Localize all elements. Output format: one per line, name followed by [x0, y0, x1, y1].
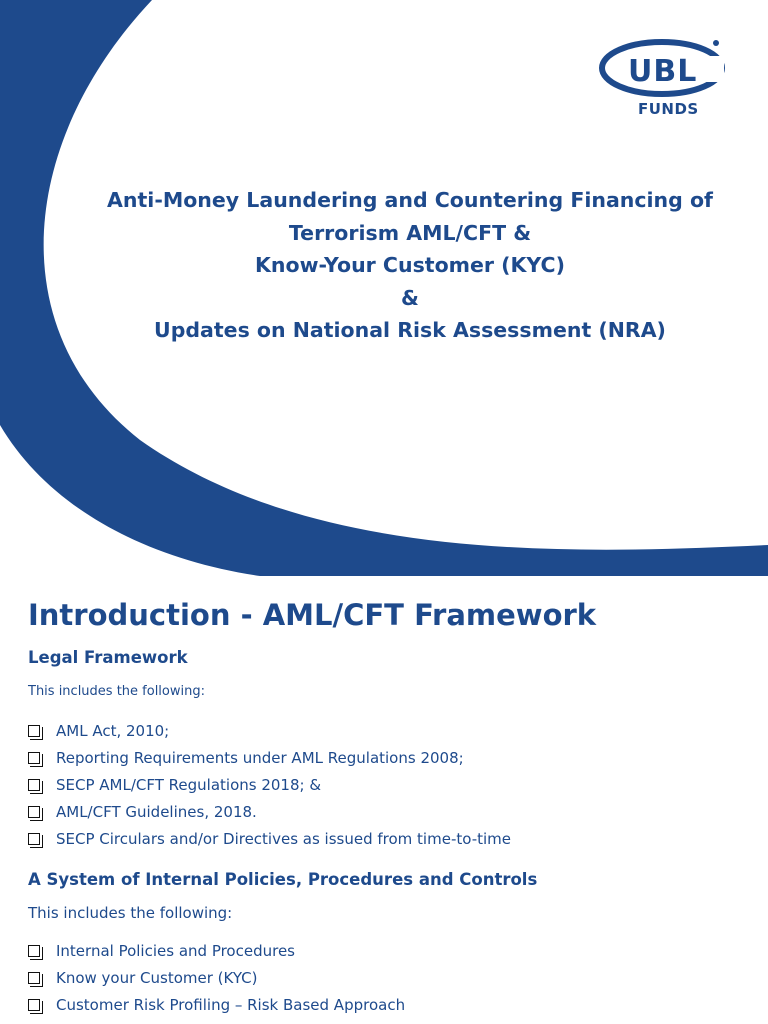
logo-funds-text: FUNDS [638, 100, 699, 118]
title-line: Anti-Money Laundering and Countering Financing of [107, 188, 713, 212]
internal-controls-list [28, 938, 405, 1024]
checkbox-icon [28, 779, 40, 791]
title-line: Updates on National Risk Assessment (NRA) [154, 318, 666, 342]
title-line: Terrorism AML/CFT & [288, 220, 532, 245]
checkbox-icon [28, 945, 40, 957]
internal-controls-heading: A System of Internal Policies, Procedures and Controls [28, 870, 538, 889]
logo-brand-text: UBL [628, 54, 698, 89]
list-item: SECP AML/CFT Regulations 2018; & [28, 772, 511, 799]
list-item: AML/CFT Guidelines, 2018. [28, 798, 511, 825]
checkbox-icon [28, 972, 40, 984]
legal-framework-heading: Legal Framework [28, 648, 188, 667]
cover-title [80, 184, 740, 347]
list-item: Reporting Requirements under AML Regulations 2008; [28, 745, 511, 772]
title-line: Know-Your Customer (KYC) [255, 253, 565, 277]
list-item: Customer Risk Profiling – Risk Based Approach [28, 992, 405, 1019]
legal-framework-lead: This includes the following: [28, 684, 205, 699]
checkbox-icon [28, 725, 40, 737]
list-item: SECP Circulars and/or Directives as issued from time-to-time [28, 825, 511, 852]
internal-controls-lead: This includes the following: [28, 904, 233, 922]
list-item: AML Act, 2010; [28, 718, 511, 745]
slide-title: Introduction - AML/CFT Framework [28, 598, 597, 632]
legal-framework-list [28, 718, 511, 852]
list-item: Know your Customer (KYC) [28, 965, 405, 992]
list-item [28, 1018, 405, 1024]
checkbox-icon [28, 999, 40, 1011]
checkbox-icon [28, 752, 40, 764]
checkbox-icon [28, 806, 40, 818]
intro-slide [0, 576, 768, 1024]
list-item: Internal Policies and Procedures [28, 938, 405, 965]
checkbox-icon [28, 833, 40, 845]
title-line: & [401, 285, 419, 310]
